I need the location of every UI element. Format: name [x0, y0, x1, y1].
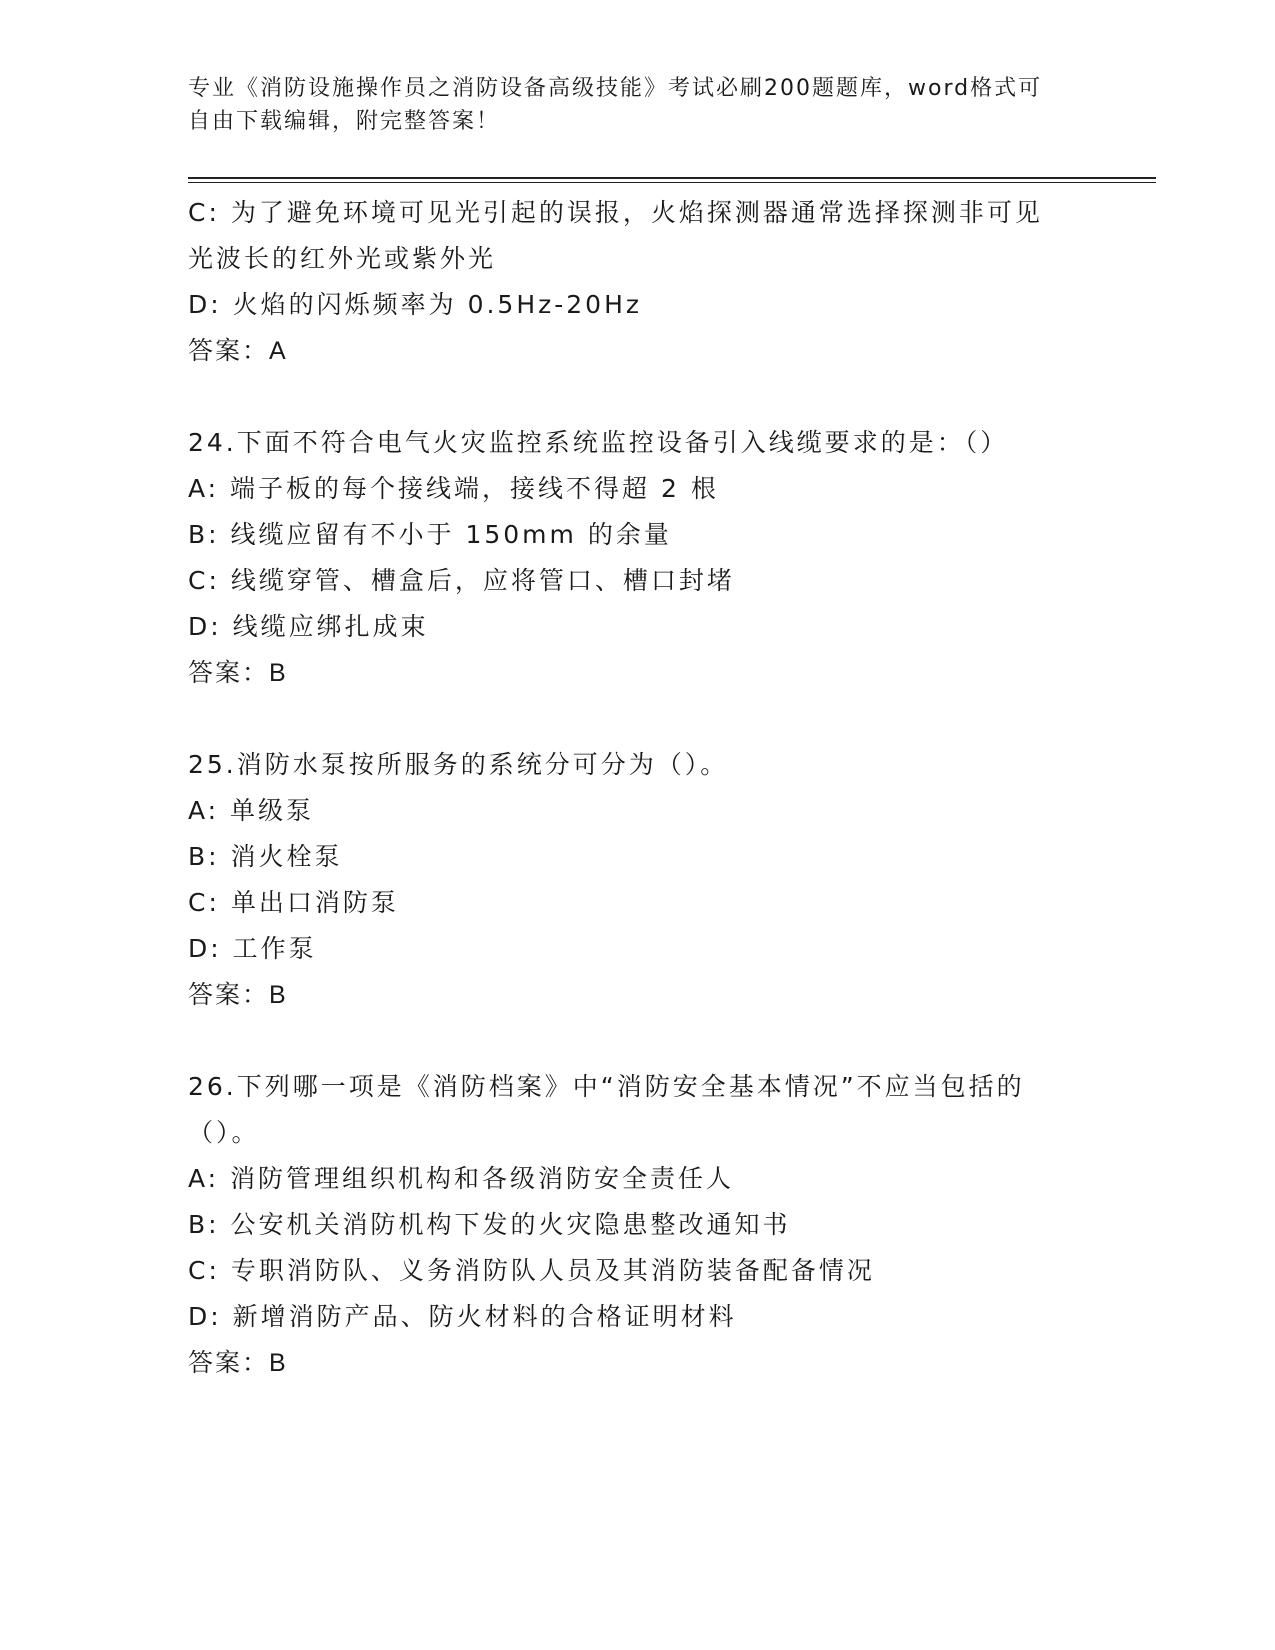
answer: 答案：B — [188, 981, 288, 1009]
question-stem: 26.下列哪一项是《消防档案》中“消防安全基本情况”不应当包括的 — [188, 1072, 1025, 1101]
question-spacer — [188, 374, 1088, 420]
option-a: A: 消防管理组织机构和各级消防安全责任人 — [188, 1164, 735, 1193]
question-stem-line-2: （）。 — [188, 1118, 260, 1147]
option-c: C: 专职消防队、义务消防队人员及其消防装备配备情况 — [188, 1256, 875, 1285]
option-d: D: 线缆应绑扎成束 — [188, 612, 429, 641]
answer: 答案：A — [188, 337, 288, 365]
header-divider-thin — [188, 182, 1156, 183]
option-d: D: 新增消防产品、防火材料的合格证明材料 — [188, 1302, 737, 1331]
option-a: A: 端子板的每个接线端，接线不得超 2 根 — [188, 474, 719, 503]
question-spacer — [188, 1018, 1088, 1064]
option-b: B: 消火栓泵 — [188, 842, 343, 871]
question-23-tail — [188, 190, 1088, 374]
question-26 — [188, 1064, 1088, 1386]
header-line-1: 专业《消防设施操作员之消防设备高级技能》考试必刷200题题库，word格式可 — [188, 76, 1043, 101]
option-b: B: 公安机关消防机构下发的火灾隐患整改通知书 — [188, 1210, 791, 1239]
question-spacer — [188, 696, 1088, 742]
question-24 — [188, 420, 1088, 696]
option-d: D: 工作泵 — [188, 934, 317, 963]
option-a: A: 单级泵 — [188, 796, 315, 825]
question-list — [188, 190, 1088, 1386]
option-b: B: 线缆应留有不小于 150mm 的余量 — [188, 520, 672, 549]
option-d: D: 火焰的闪烁频率为 0.5Hz-20Hz — [188, 290, 643, 319]
option-c-line-2: 光波长的红外光或紫外光 — [188, 244, 497, 273]
question-stem: 24.下面不符合电气火灾监控系统监控设备引入线缆要求的是：（） — [188, 428, 1009, 457]
question-25 — [188, 742, 1088, 1018]
option-c: C: 单出口消防泵 — [188, 888, 399, 917]
question-stem: 25.消防水泵按所服务的系统分可分为（）。 — [188, 750, 729, 779]
answer: 答案：B — [188, 659, 288, 687]
header-divider-thick — [188, 177, 1156, 179]
header-line-2: 自由下载编辑，附完整答案！ — [188, 109, 501, 134]
answer: 答案：B — [188, 1349, 288, 1377]
option-c-line-1: C: 为了避免环境可见光引起的误报，火焰探测器通常选择探测非可见 — [188, 198, 1043, 227]
document-header — [188, 72, 1088, 138]
option-c: C: 线缆穿管、槽盒后，应将管口、槽口封堵 — [188, 566, 735, 595]
